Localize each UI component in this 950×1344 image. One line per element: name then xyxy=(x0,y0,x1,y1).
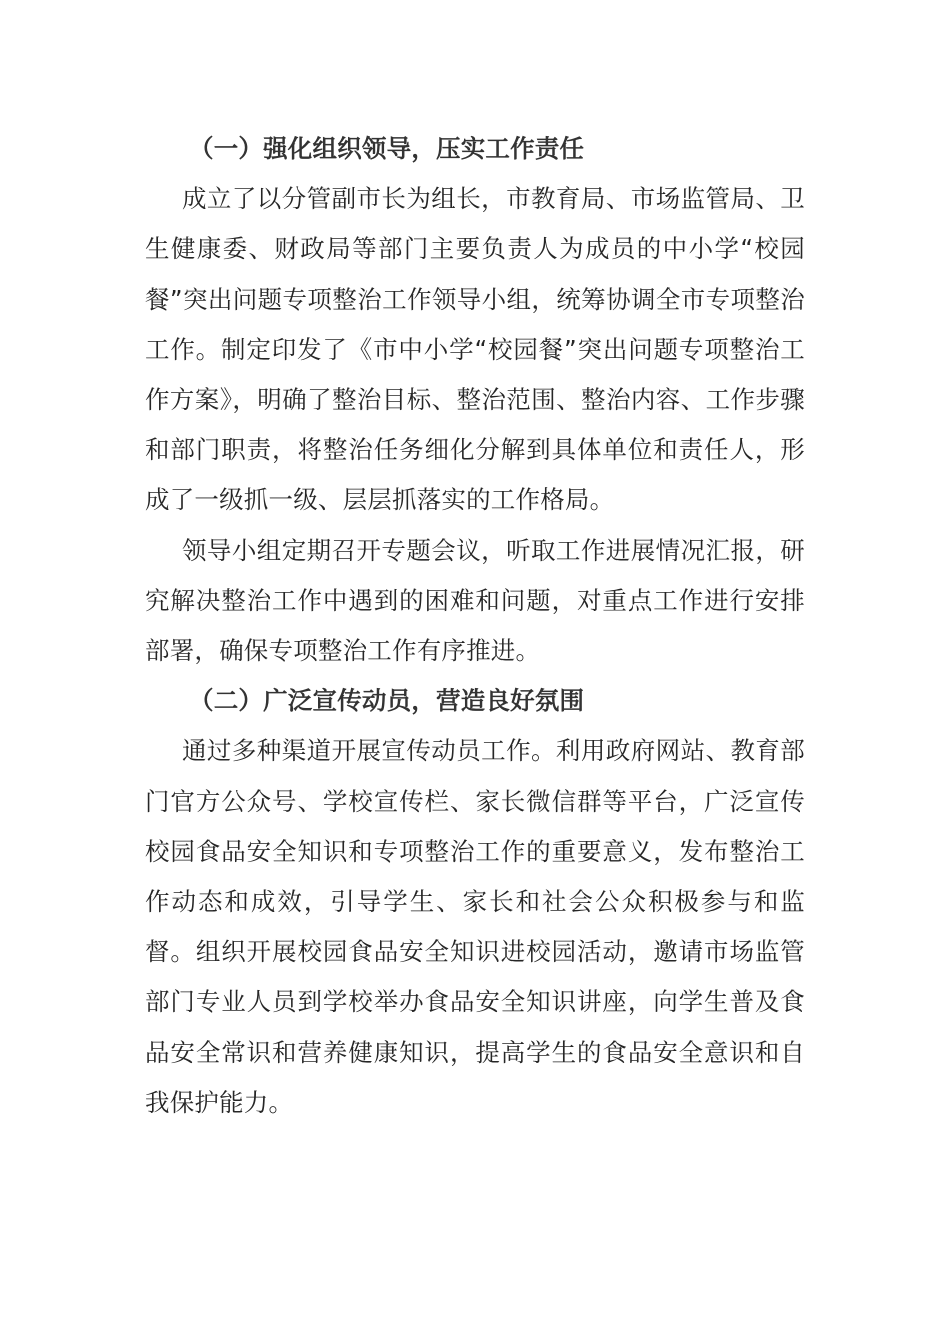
body-paragraph: 成立了以分管副市长为组长，市教育局、市场监管局、卫生健康委、财政局等部门主要负责人为成员的中小学“校园餐”突出问题专项整治工作领导小组，统筹协调全市专项整治工作。制定印发了《市中小学“校园餐”突出问题专项整治工作方案》，明确了整治目标、整治范围、整治内容、工作步骤和部门职责，将整治任务细化分解到具体单位和责任人，形成了一级抓一级、层层抓落实的工作格局。 xyxy=(145,184,805,515)
section-heading: （二）广泛宣传动员，营造良好氛围 xyxy=(189,686,585,716)
body-paragraph: 领导小组定期召开专题会议，听取工作进展情况汇报，研究解决整治工作中遇到的困难和问题，对重点工作进行安排部署，确保专项整治工作有序推进。 xyxy=(145,535,805,666)
section-heading: （一）强化组织领导，压实工作责任 xyxy=(189,134,585,163)
body-paragraph: 通过多种渠道开展宣传动员工作。利用政府网站、教育部门官方公众号、学校宣传栏、家长微信群等平台，广泛宣传校园食品安全知识和专项整治工作的重要意义，发布整治工作动态和成效，引导学生、家长和社会公众积极参与和监督。组织开展校园食品安全知识进校园活动，邀请市场监管部门专业人员到学校举办食品安全知识讲座，向学生普及食品安全常识和营养健康知识，提高学生的食品安全意识和自我保护能力。 xyxy=(145,736,805,1117)
document-body xyxy=(145,124,805,1128)
